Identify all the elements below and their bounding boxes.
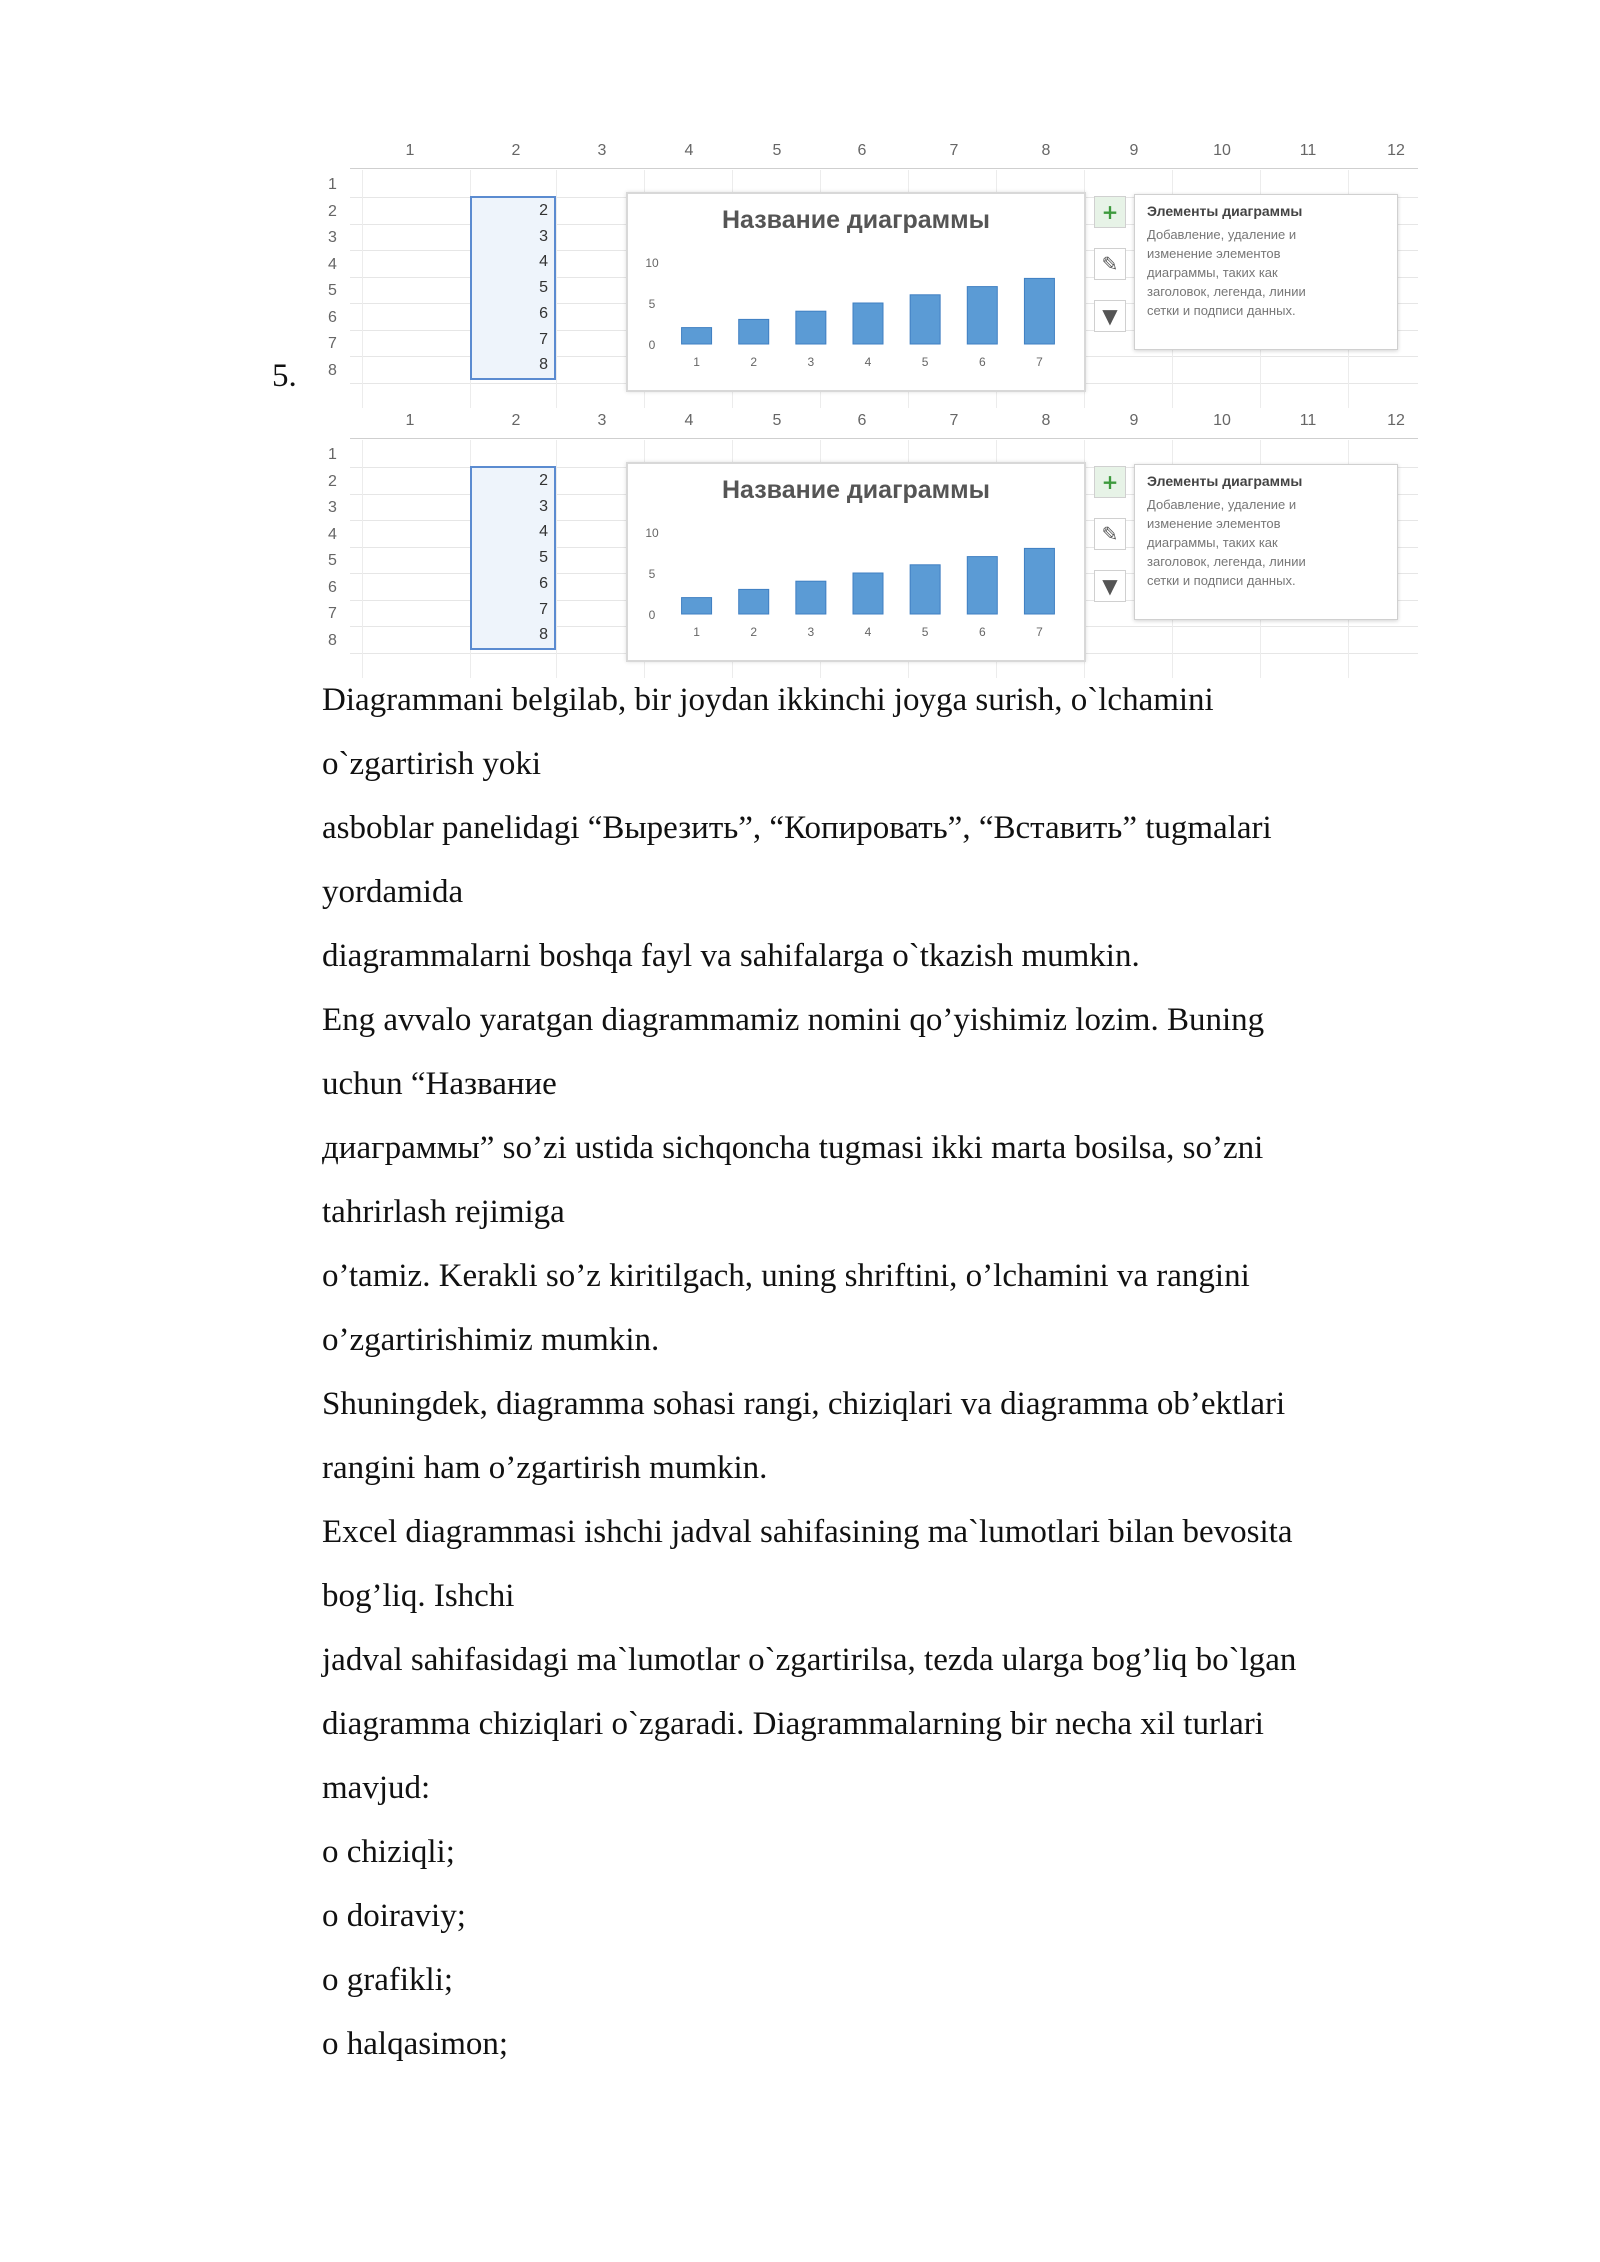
text-line: diagrammalarni boshqa fayl va sahifalarga o`tkazish mumkin. (322, 938, 1140, 974)
row-header: 4 (328, 255, 337, 273)
column-header: 10 (1213, 412, 1231, 429)
x-tick-label: 7 (1036, 355, 1043, 369)
text-line: o doiraviy; (322, 1898, 466, 1934)
header-divider (350, 438, 1418, 439)
text-line: o`zgartirish yoki (322, 746, 542, 782)
x-tick-label: 2 (750, 355, 758, 369)
excel-chart-screenshot (322, 142, 1418, 408)
tooltip-line: Добавление, удаление и (1147, 497, 1297, 512)
tooltip-line: заголовок, легенда, линии (1147, 284, 1306, 299)
text-line: Diagrammani belgilab, bir joydan ikkinchi joyga surish, o`lchamini (322, 682, 1214, 718)
row-header: 7 (328, 335, 337, 352)
cell-value: 8 (539, 356, 548, 374)
x-tick-label: 7 (1036, 625, 1043, 639)
row-header: 2 (328, 472, 337, 490)
chart-elements-tooltip (1134, 194, 1398, 350)
x-tick-label: 1 (693, 355, 700, 369)
text-line: mavjud: (322, 1770, 431, 1806)
text-line: o chiziqli; (322, 1834, 455, 1870)
selected-range (470, 466, 556, 650)
cell-value: 8 (539, 626, 548, 644)
chart-bar (796, 311, 826, 344)
text-line: uchun “Название (322, 1066, 557, 1102)
x-tick-label: 3 (807, 355, 815, 369)
chart-title: Название диаграммы (721, 476, 991, 504)
tooltip-line: диаграммы, таких как (1147, 535, 1278, 550)
column-header: 7 (949, 142, 959, 159)
row-header: 3 (328, 229, 337, 246)
x-tick-label: 2 (750, 625, 758, 639)
chart-bar (682, 598, 712, 614)
text-line: asboblar panelidagi “Вырезить”, “Копировать”, “Вставить” tugmalari (322, 810, 1272, 846)
chart-style-brush-button[interactable]: ✎ (1094, 248, 1126, 280)
text-line: jadval sahifasidagi ma`lumotlar o`zgartirilsa, tezda ularga bog’liq bo`lgan (322, 1642, 1297, 1678)
chart-bar (910, 565, 940, 614)
selected-range (470, 196, 556, 380)
column-header: 2 (511, 412, 521, 429)
chart-bar (739, 589, 769, 614)
cell-value: 3 (539, 227, 548, 245)
chart-bar (967, 287, 997, 344)
row-header: 6 (328, 578, 337, 596)
row-header: 1 (328, 176, 337, 193)
chart-area (626, 462, 1086, 662)
tooltip-line: изменение элементов (1147, 246, 1281, 261)
text-line: bog’liq. Ishchi (322, 1578, 515, 1614)
cell-value: 2 (539, 472, 548, 489)
y-tick-label: 10 (645, 256, 659, 270)
column-header: 7 (949, 412, 959, 429)
text-line: диаграммы” so’zi ustida sichqoncha tugmasi ikki marta bosilsa, so’zni (322, 1130, 1264, 1166)
column-header: 3 (597, 412, 607, 429)
y-tick-label: 5 (648, 297, 656, 311)
tooltip-description (1147, 225, 1385, 320)
text-line: tahrirlash rejimiga (322, 1194, 565, 1230)
column-header: 1 (405, 412, 415, 429)
cell-value: 3 (539, 497, 548, 515)
column-header: 1 (405, 142, 415, 159)
y-tick-label: 10 (645, 526, 659, 540)
tooltip-description (1147, 495, 1385, 590)
excel-chart-screenshot (322, 412, 1418, 678)
column-header: 5 (772, 412, 782, 429)
row-header: 8 (328, 361, 337, 379)
column-header: 9 (1129, 412, 1139, 429)
tooltip-title: Элементы диаграммы (1147, 203, 1303, 219)
tooltip-line: заголовок, легенда, линии (1147, 554, 1306, 569)
chart-filter-button[interactable]: ▼ (1094, 570, 1126, 602)
row-header: 7 (328, 605, 337, 622)
text-line: diagramma chiziqlari o`zgaradi. Diagrammalarning bir necha xil turlari (322, 1706, 1264, 1742)
column-header: 10 (1213, 142, 1231, 159)
column-header: 4 (684, 412, 694, 429)
tooltip-title: Элементы диаграммы (1147, 473, 1303, 489)
add-chart-element-button[interactable]: + (1094, 196, 1126, 228)
column-header: 11 (1299, 412, 1317, 429)
y-tick-label: 0 (648, 338, 656, 352)
text-line: o grafikli; (322, 1962, 454, 1998)
tooltip-line: диаграммы, таких как (1147, 265, 1278, 280)
chart-bar (1024, 278, 1054, 344)
column-header: 11 (1299, 142, 1317, 159)
chart-title: Название диаграммы (721, 206, 991, 234)
grid-line (556, 440, 557, 678)
chart-filter-button[interactable]: ▼ (1094, 300, 1126, 332)
column-header: 12 (1387, 412, 1405, 429)
row-header: 6 (328, 308, 337, 326)
row-header: 5 (328, 282, 337, 299)
cell-value: 7 (539, 330, 548, 348)
text-line: yordamida (322, 874, 464, 910)
grid-line (362, 170, 363, 408)
row-header: 3 (328, 499, 337, 516)
chart-bar (682, 328, 712, 344)
y-tick-label: 0 (648, 608, 656, 622)
chart-elements-tooltip (1134, 464, 1398, 620)
cell-value: 5 (539, 549, 548, 567)
bar-chart (628, 194, 1084, 390)
cell-value: 2 (539, 202, 548, 219)
x-tick-label: 4 (864, 625, 872, 639)
chart-area (626, 192, 1086, 392)
column-header: 6 (857, 142, 867, 159)
cell-value: 7 (539, 600, 548, 618)
grid-line (362, 440, 363, 678)
text-line: Eng avvalo yaratgan diagrammamiz nomini qo’yishimiz lozim. Buning (322, 1002, 1265, 1038)
add-chart-element-button[interactable]: + (1094, 466, 1126, 498)
cell-value: 6 (539, 574, 548, 592)
column-header: 8 (1041, 142, 1051, 159)
tooltip-line: сетки и подписи данных. (1147, 573, 1296, 588)
x-tick-label: 5 (921, 625, 929, 639)
row-header: 5 (328, 552, 337, 569)
y-tick-label: 5 (648, 567, 656, 581)
column-header: 3 (597, 142, 607, 159)
x-tick-label: 6 (978, 355, 986, 369)
chart-bar (853, 573, 883, 614)
x-tick-label: 4 (864, 355, 872, 369)
body-text (322, 668, 1452, 2076)
bar-chart (628, 464, 1084, 660)
text-line: Excel diagrammasi ishchi jadval sahifasining ma`lumotlari bilan bevosita (322, 1514, 1293, 1550)
cell-value: 6 (539, 304, 548, 322)
chart-bar (967, 557, 997, 614)
row-header: 1 (328, 446, 337, 463)
cell-value: 4 (539, 523, 548, 541)
text-line: o’zgartirishimiz mumkin. (322, 1322, 660, 1358)
tooltip-line: изменение элементов (1147, 516, 1281, 531)
column-header: 5 (772, 142, 782, 159)
header-divider (350, 168, 1418, 169)
tooltip-line: Добавление, удаление и (1147, 227, 1297, 242)
cell-value: 4 (539, 253, 548, 271)
chart-bar (739, 319, 769, 344)
column-header: 12 (1387, 142, 1405, 159)
chart-bar (796, 581, 826, 614)
row-header: 4 (328, 525, 337, 543)
chart-bar (853, 303, 883, 344)
text-line: o halqasimon; (322, 2026, 509, 2062)
grid-line (556, 170, 557, 408)
chart-style-brush-button[interactable]: ✎ (1094, 518, 1126, 550)
column-header: 8 (1041, 412, 1051, 429)
column-header: 4 (684, 142, 694, 159)
column-header: 9 (1129, 142, 1139, 159)
list-number: 5. (272, 358, 297, 394)
text-line: Shuningdek, diagramma sohasi rangi, chiziqlari va diagramma ob’ektlari (322, 1386, 1286, 1422)
column-header: 6 (857, 412, 867, 429)
text-line: o’tamiz. Kerakli so’z kiritilgach, uning shriftini, o’lchamini va rangini (322, 1258, 1250, 1294)
x-tick-label: 6 (978, 625, 986, 639)
chart-bar (910, 295, 940, 344)
row-header: 8 (328, 631, 337, 649)
tooltip-line: сетки и подписи данных. (1147, 303, 1296, 318)
column-header: 2 (511, 142, 521, 159)
row-header: 2 (328, 202, 337, 220)
x-tick-label: 1 (693, 625, 700, 639)
text-line: rangini ham o’zgartirish mumkin. (322, 1450, 768, 1486)
x-tick-label: 5 (921, 355, 929, 369)
cell-value: 5 (539, 279, 548, 297)
x-tick-label: 3 (807, 625, 815, 639)
chart-bar (1024, 548, 1054, 614)
